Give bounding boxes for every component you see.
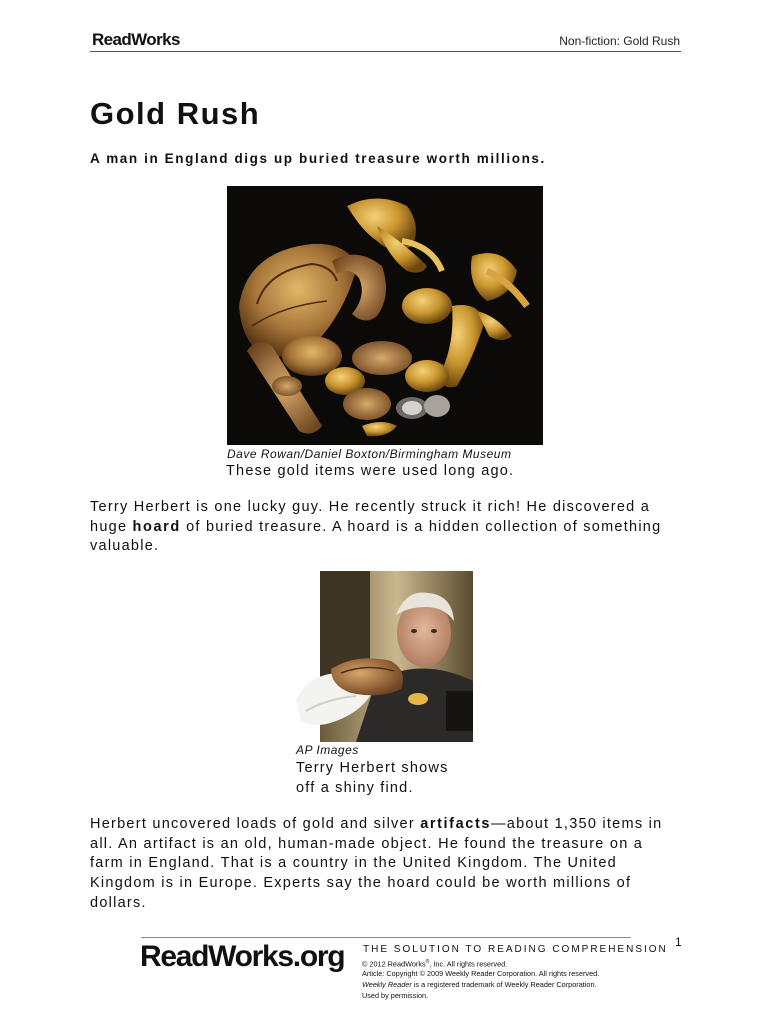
footer-tagline: THE SOLUTION TO READING COMPREHENSION (363, 944, 668, 955)
photo2-caption: Terry Herbert shows off a shiny find. (296, 760, 449, 796)
term-artifacts: artifacts (420, 816, 492, 832)
article-subtitle: A man in England digs up buried treasure worth millions. (90, 151, 546, 166)
photo1-caption: These gold items were used long ago. (226, 463, 515, 479)
term-hoard: hoard (132, 518, 181, 535)
readworks-logo: ReadWorks (92, 30, 180, 49)
gold-hoard-photo (227, 186, 543, 445)
gold-items-image (227, 186, 543, 445)
terry-herbert-photo (296, 571, 473, 742)
header-divider (90, 51, 681, 52)
footer-permission: Used by permission. (362, 991, 429, 1000)
article-title: Gold Rush (90, 96, 261, 131)
page-number: 1 (675, 935, 682, 949)
section-label: Non-fiction: Gold Rush (559, 34, 680, 48)
man-holding-artifact-image (296, 571, 473, 742)
paragraph-1: Terry Herbert is one lucky guy. He recently struck it rich! He discovered a huge hoard of buried treasure. A hoard is a hidden collection of something valuable. (90, 499, 662, 555)
photo2-credit: AP Images (296, 743, 359, 757)
paragraph-2: Herbert uncovered loads of gold and silver artifacts—about 1,350 items in all. An artifact is an old, human-made object. He found the treasure on a farm in England. That is a country in the United Kingdom. The United Kingdom is in Europe. Experts say the hoard could be worth millions of dollars. (90, 816, 663, 911)
photo1-credit: Dave Rowan/Daniel Boxton/Birmingham Museum (227, 447, 512, 461)
footer-article-copyright: Article: Copyright © 2009 Weekly Reader Corporation. All rights reserved. (362, 969, 600, 978)
readworks-org-logo: ReadWorks.org (140, 940, 345, 973)
footer-copyright: © 2012 ReadWorks®, Inc. All rights reserved. (362, 959, 508, 969)
footer-trademark: Weekly Reader is a registered trademark of Weekly Reader Corporation. (362, 980, 597, 989)
footer-divider (141, 937, 631, 938)
